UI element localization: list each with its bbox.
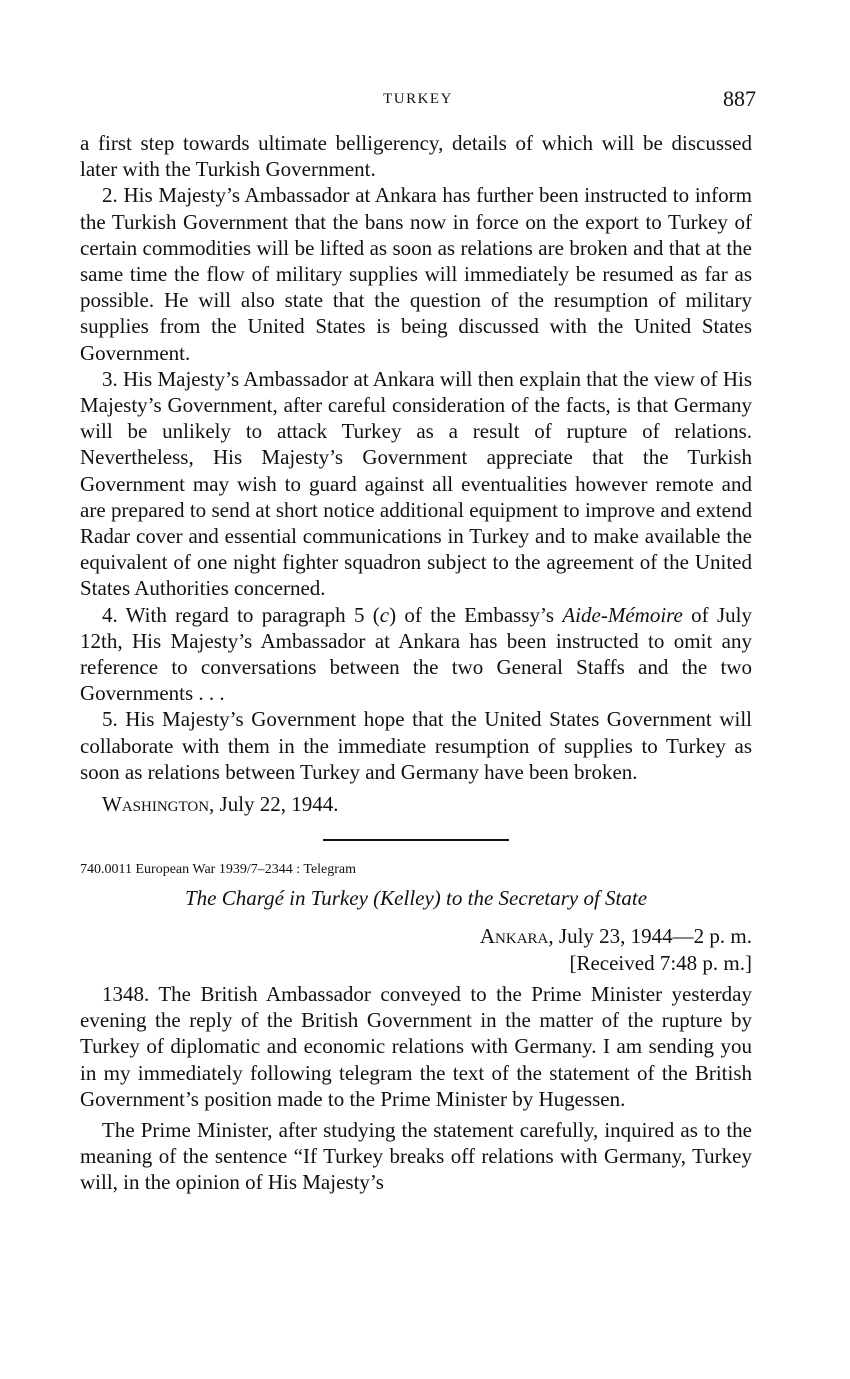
page-number: 887 [723, 86, 756, 111]
telegram-paragraph-2: The Prime Minister, after studying the statement carefully, inquired as to the meaning of the sentence “If Turkey breaks off relations with Germany, Turkey will, in the opinion of His Majesty’s [80, 1117, 752, 1195]
telegram-title-start: The Chargé in Turkey ( [184, 886, 381, 911]
memo-paragraph-4-start: 4. With regard to paragraph 5 ( [102, 602, 380, 627]
memo-signoff [80, 791, 752, 817]
signoff-place: Washington [102, 792, 210, 817]
telegram-paragraph-1: 1348. The British Ambassador conveyed to the Prime Minister yesterday evening the reply of the British Government in the matter of the rupture by Turkey of diplomatic and economic relations with Germany. I am sending you in my immediately following telegram the text of the statement of the British Government’s position made to the Prime Minister by Hugessen. [80, 981, 752, 1111]
telegram-file-reference: 740.0011 European War 1939/7–2344 : Telegram [80, 862, 357, 878]
memo-paragraph-4 [80, 602, 752, 707]
signoff-date: , July 22, 1944. [209, 792, 339, 817]
telegram-title-end: ) to the Secretary of State [433, 886, 648, 911]
memo-paragraph-4-end: of July 12th, His Majesty’s Ambassador at Ankara has been instructed to omit any reference to conversations between the two General Staffs and the two Governments . . . [80, 602, 752, 706]
memo-paragraph-continuation: a first step towards ultimate belligerency, details of which will be discussed later with the Turkish Government. [80, 131, 752, 182]
memo-paragraph-4-letter: c [379, 602, 390, 627]
memo-paragraph-5: 5. His Majesty’s Government hope that the United States Government will collaborate with them in the immediate resumption of supplies to Turkey as soon as relations between Turkey and Germany have been broken. [80, 707, 752, 784]
dateline-place: Ankara [479, 924, 549, 949]
telegram-title [80, 885, 752, 911]
memo-paragraph-4-aide-memoire: Aide-Mémoire [562, 602, 683, 627]
section-divider [323, 839, 509, 841]
telegram-title-name: Kelley [380, 886, 434, 911]
telegram-received: [Received 7:48 p. m.] [569, 950, 752, 975]
running-head [80, 88, 756, 114]
dateline-date: , July 23, 1944—2 p. m. [548, 924, 752, 949]
memo-paragraph-4-middle: ) of the Embassy’s [389, 602, 563, 627]
running-title: TURKEY [383, 91, 453, 107]
telegram-dateline [80, 923, 752, 949]
memo-paragraph-2: 2. His Majesty’s Ambassador at Ankara has further been instructed to inform the Turkish Government that the bans now in force on the export to Turkey of certain commodities will be lifted as soon as relations are broken and that at the same time the flow of military supplies will immediately be resumed as far as possible. He will also state that the question of the resumption of military supplies from the United States is being discussed with the United States Government. [80, 183, 752, 365]
body-text [80, 130, 752, 1196]
memo-paragraph-3: 3. His Majesty’s Ambassador at Ankara will then explain that the view of His Majesty’s Government, after careful consideration of the facts, is that Germany will be unlikely to attack Turkey as a result of rupture of relations. Nevertheless, His Majesty’s Government appreciate that the Turkish Government may wish to guard against all eventualities however remote and are prepared to send at short notice additional equipment to improve and extend Radar cover and essential communications in Turkey and to make available the equivalent of one night fighter squadron subject to the agreement of the United States Authorities concerned. [80, 366, 752, 601]
